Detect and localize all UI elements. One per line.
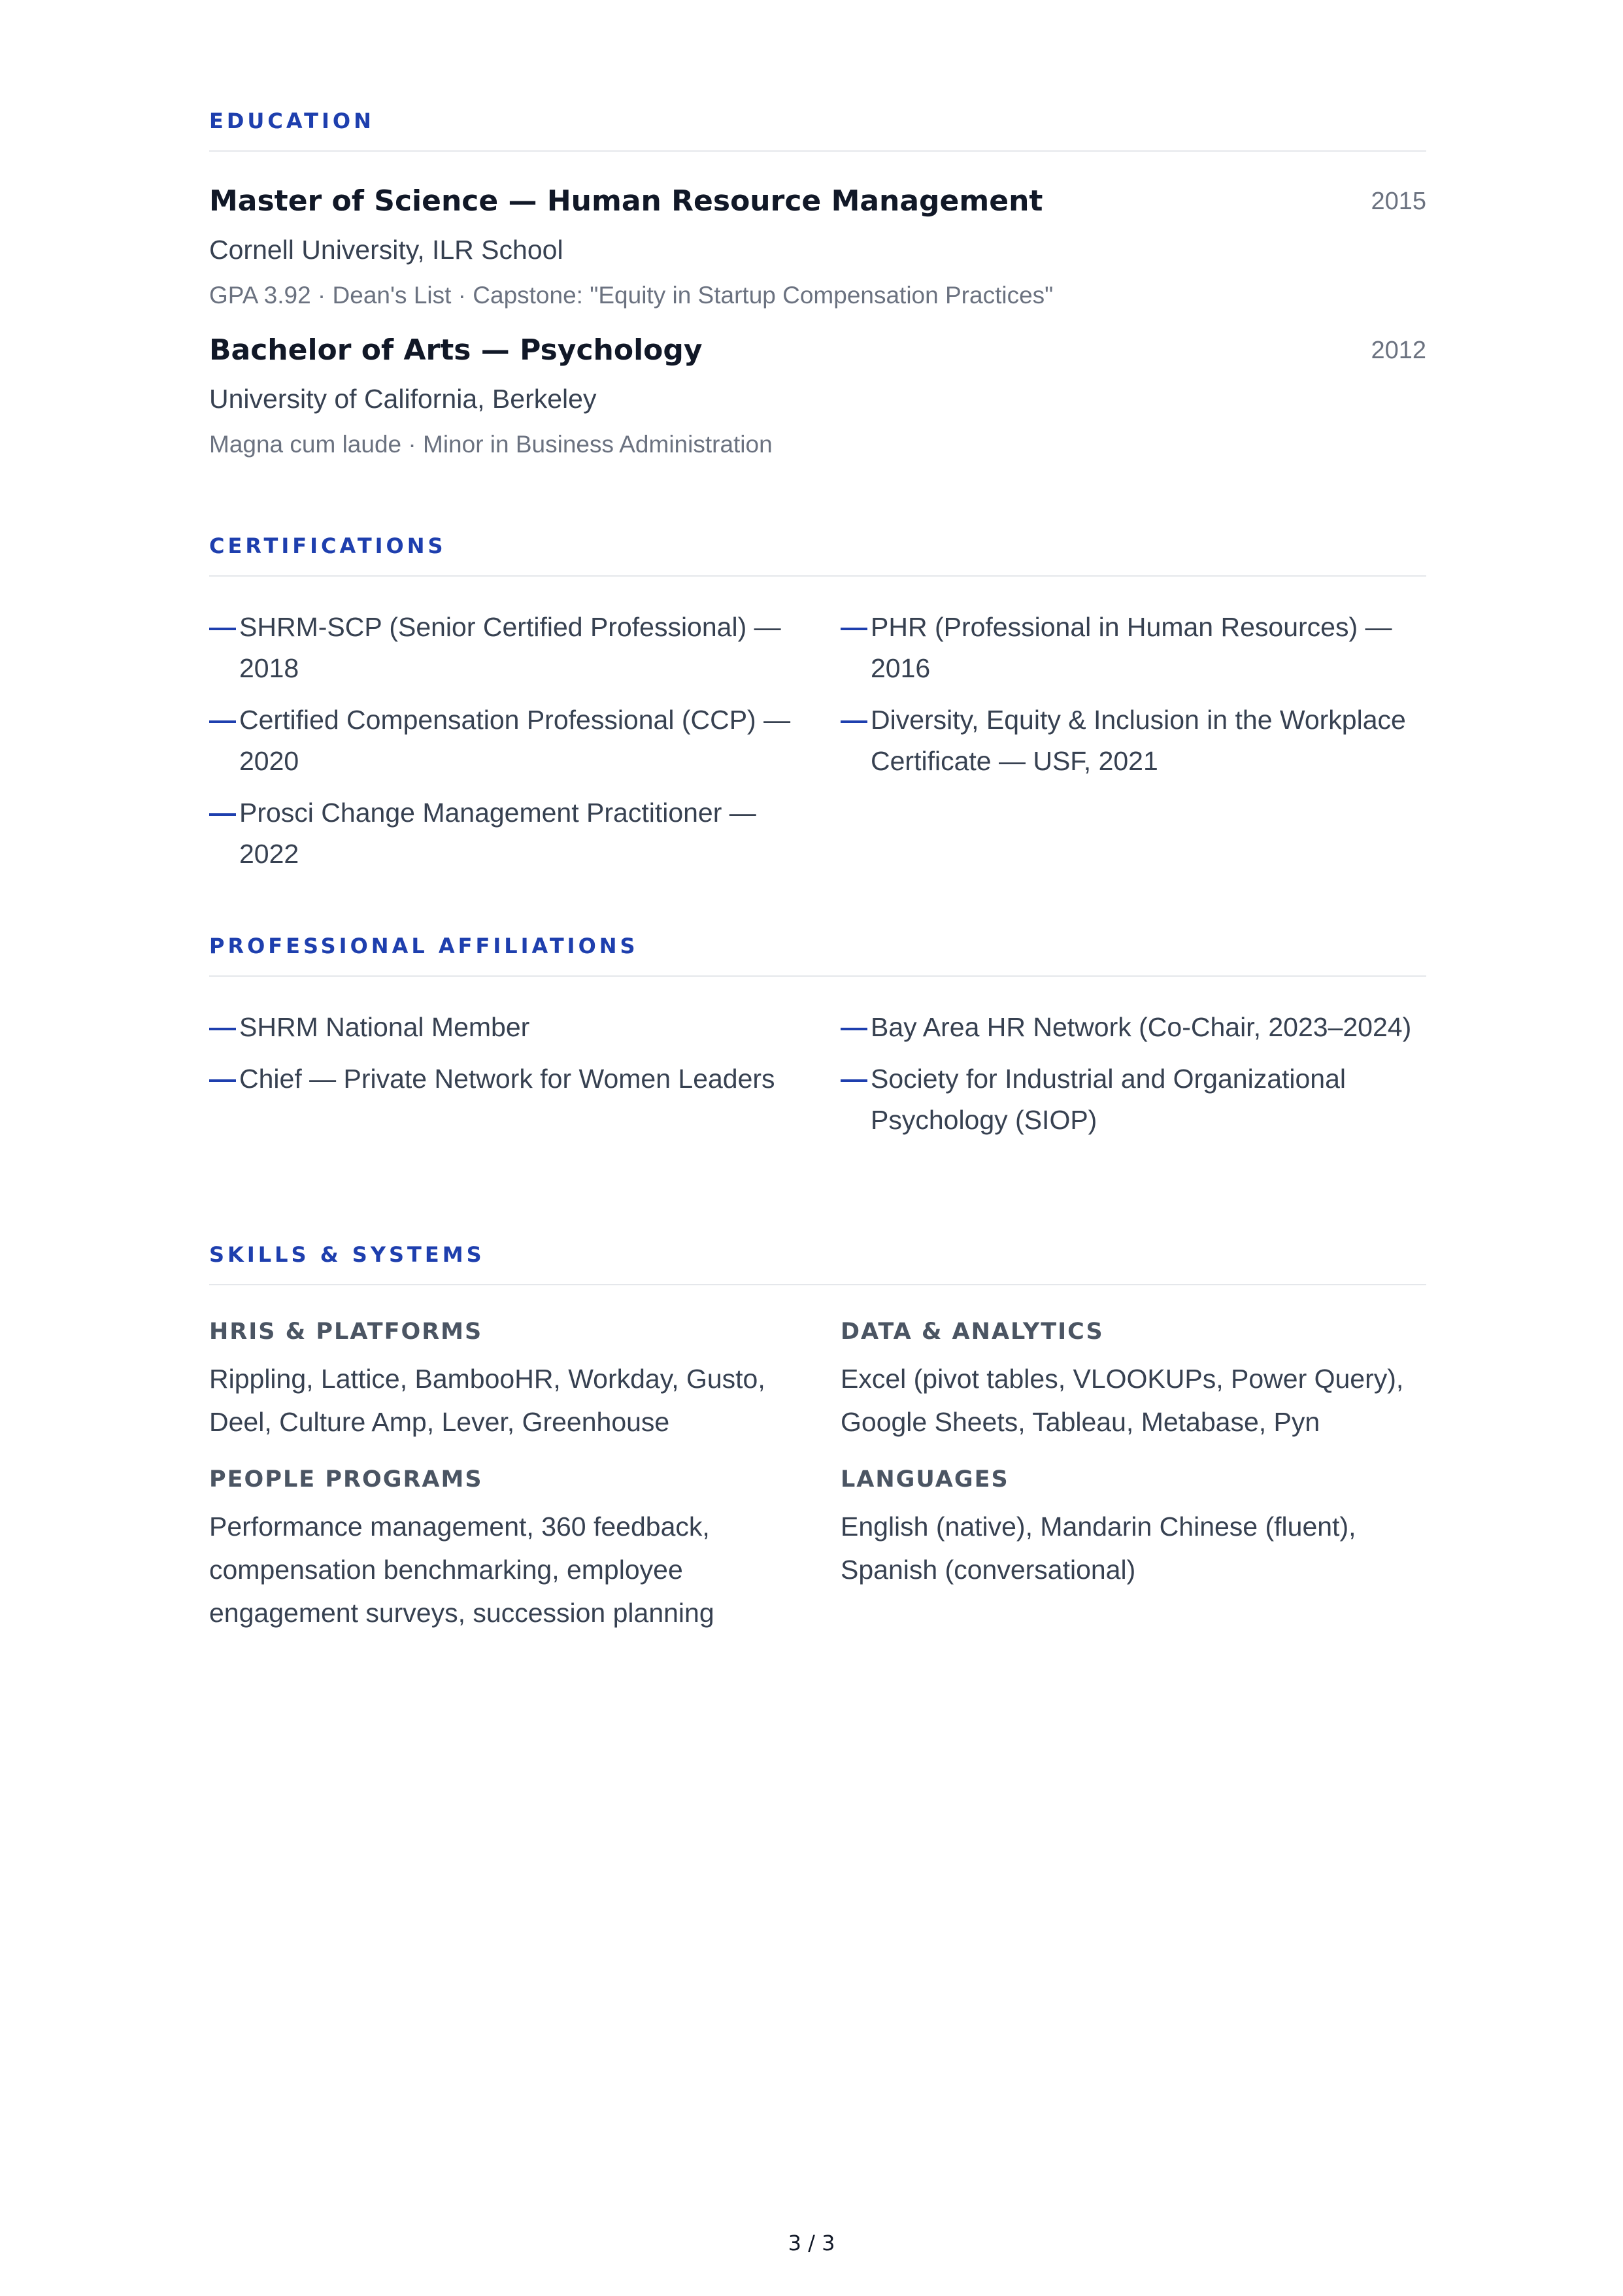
degree-title: Bachelor of Arts — Psychology bbox=[209, 333, 703, 367]
education-entry bbox=[209, 331, 1426, 463]
dash-bullet-icon: — bbox=[209, 612, 236, 642]
certifications-section bbox=[209, 533, 1426, 875]
dash-bullet-icon: — bbox=[841, 705, 867, 735]
education-section bbox=[209, 109, 1426, 463]
skill-group bbox=[841, 1315, 1442, 1443]
degree-title: Master of Science — Human Resource Management bbox=[209, 184, 1043, 218]
graduation-year: 2012 bbox=[1371, 337, 1426, 364]
section-title-skills: SKILLS & SYSTEMS bbox=[209, 1242, 1426, 1285]
dash-bullet-icon: — bbox=[209, 798, 236, 828]
skills-grid bbox=[209, 1315, 1426, 1634]
page-number: 3 / 3 bbox=[788, 2231, 835, 2255]
dash-bullet-icon: — bbox=[209, 1064, 236, 1094]
list-item bbox=[841, 700, 1442, 782]
skill-group-heading: LANGUAGES bbox=[841, 1466, 1009, 1493]
section-title-affiliations: PROFESSIONAL AFFILIATIONS bbox=[209, 934, 1426, 977]
school-name: Cornell University, ILR School bbox=[209, 235, 563, 265]
affiliation-text: Bay Area HR Network (Co-Chair, 2023–2024) bbox=[871, 1012, 1412, 1042]
skill-group-text: Rippling, Lattice, BambooHR, Workday, Gusto, Deel, Culture Amp, Lever, Greenhouse bbox=[209, 1364, 765, 1437]
affiliations-list bbox=[209, 1007, 1426, 1141]
skill-group-heading: DATA & ANALYTICS bbox=[841, 1319, 1104, 1345]
skill-group-text: Performance management, 360 feedback, compensation benchmarking, employee engagement surveys, succession planning bbox=[209, 1511, 714, 1628]
list-item bbox=[841, 1058, 1442, 1141]
certifications-list bbox=[209, 607, 1426, 875]
certification-text: PHR (Professional in Human Resources) — 2016 bbox=[871, 612, 1392, 683]
skill-group bbox=[841, 1463, 1442, 1634]
school-name: University of California, Berkeley bbox=[209, 384, 597, 414]
list-item bbox=[209, 700, 811, 782]
affiliation-text: Society for Industrial and Organizational Psychology (SIOP) bbox=[871, 1064, 1347, 1135]
skill-group-heading: HRIS & PLATFORMS bbox=[209, 1319, 483, 1345]
list-item bbox=[209, 1058, 811, 1141]
affiliations-section bbox=[209, 934, 1426, 1141]
section-title-education: EDUCATION bbox=[209, 109, 1426, 152]
list-item bbox=[209, 1007, 811, 1048]
graduation-year: 2015 bbox=[1371, 188, 1426, 215]
dash-bullet-icon: — bbox=[209, 705, 236, 735]
list-item bbox=[841, 1007, 1442, 1048]
skill-group-heading: PEOPLE PROGRAMS bbox=[209, 1466, 483, 1493]
skill-group-text: English (native), Mandarin Chinese (fluent), Spanish (conversational) bbox=[841, 1511, 1356, 1585]
dash-bullet-icon: — bbox=[841, 612, 867, 642]
affiliation-text: SHRM National Member bbox=[239, 1012, 530, 1042]
skill-group bbox=[209, 1463, 811, 1634]
certification-text: SHRM-SCP (Senior Certified Professional) — 2018 bbox=[239, 612, 781, 683]
certification-text: Prosci Change Management Practitioner — 2022 bbox=[239, 798, 756, 869]
dash-bullet-icon: — bbox=[841, 1012, 867, 1042]
list-item bbox=[209, 792, 811, 875]
certification-text: Certified Compensation Professional (CCP) — 2020 bbox=[239, 705, 791, 776]
dash-bullet-icon: — bbox=[209, 1012, 236, 1042]
education-detail: GPA 3.92 · Dean's List · Capstone: "Equity in Startup Compensation Practices" bbox=[209, 282, 1054, 309]
skill-group bbox=[209, 1315, 811, 1443]
certification-text: Diversity, Equity & Inclusion in the Workplace Certificate — USF, 2021 bbox=[871, 705, 1406, 776]
list-item bbox=[209, 607, 811, 689]
list-item bbox=[841, 607, 1442, 689]
dash-bullet-icon: — bbox=[841, 1064, 867, 1094]
skills-section bbox=[209, 1242, 1426, 1634]
affiliation-text: Chief — Private Network for Women Leaders bbox=[239, 1064, 775, 1094]
skill-group-text: Excel (pivot tables, VLOOKUPs, Power Query), Google Sheets, Tableau, Metabase, Pyn bbox=[841, 1364, 1404, 1437]
education-entry bbox=[209, 182, 1426, 314]
section-title-certifications: CERTIFICATIONS bbox=[209, 533, 1426, 577]
education-detail: Magna cum laude · Minor in Business Administration bbox=[209, 431, 773, 458]
